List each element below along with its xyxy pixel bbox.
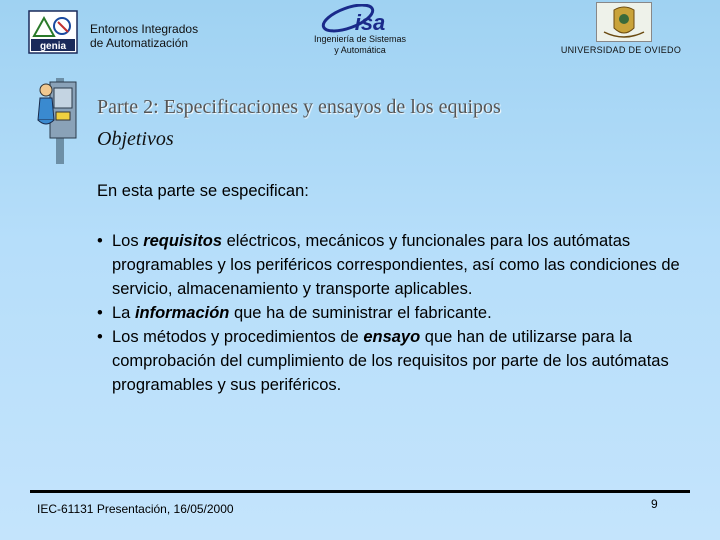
university-crest-logo [596,2,652,42]
slide-subtitle: Objetivos [97,128,174,150]
header-center-line1: Ingeniería de Sistemas [313,34,407,44]
bullet-list [97,229,709,397]
page-number: 9 [651,497,658,511]
genia-logo [28,10,78,54]
header-left-line1: Entornos Integrados [90,22,199,36]
intro-text: En esta parte se especifican: [97,182,309,200]
bullet-item: • Los métodos y procedimientos de ensayo que han de utilizarse para la comprobación del cumplimiento de los requisitos por parte de los autómatas programables y sus periféricos. [97,325,709,397]
header-left-caption [90,22,198,50]
bullet-item: • La información que ha de suministrar el fabricante. [97,301,709,325]
genia-logo-text: genia [39,41,67,52]
slide-title: Parte 2: Especificaciones y ensayos de los equipos [97,96,501,118]
header-center-caption [300,34,420,56]
isa-logo [318,4,400,34]
worker-figure-icon [34,76,80,140]
footer-caption: IEC-61131 Presentación, 16/05/2000 [37,502,234,516]
header-center-line2: y Automática [334,45,386,55]
bullet-keyword: requisitos [143,232,223,250]
header-university-name: UNIVERSIDAD DE OVIEDO [560,45,682,55]
bullet-item: • Los requisitos eléctricos, mecánicos y funcionales para los autómatas programables y los periféricos correspondientes, así como las condiciones de servicio, almacenamiento y transporte aplicables. [97,229,709,301]
header-left-line2: de Automatización [90,36,189,50]
isa-logo-text: isa [354,10,386,34]
bullet-keyword: ensayo [363,328,421,346]
bullet-keyword: información [134,304,230,322]
footer-divider [30,490,690,493]
